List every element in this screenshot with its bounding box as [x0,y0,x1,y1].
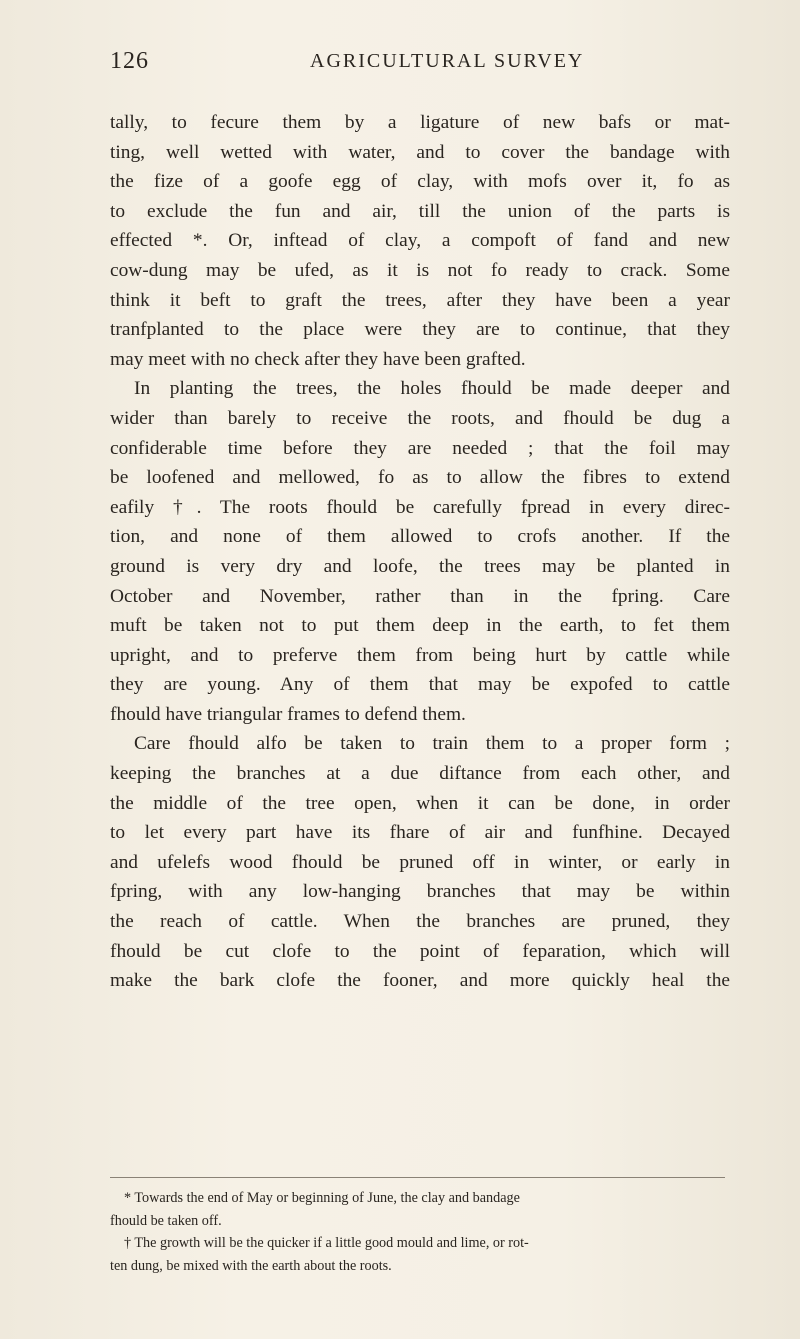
text-line: confiderable time before they are needed ; that the foil may [110,437,730,459]
footnote-line: fhould be taken off. [110,1212,222,1229]
text-line: be loofened and mellowed, fo as to allow the fibres to extend [110,467,730,489]
text-line: tion, and none of them allowed to crofs another. If the [110,526,730,548]
footnote-line: † The growth will be the quicker if a little good mould and lime, or rot- [124,1235,529,1251]
text-line: In planting the trees, the holes fhould be made deeper and [134,378,730,400]
text-line: tranfplanted to the place were they are to continue, that they [110,319,730,341]
footnote-line: * Towards the end of May or beginning of June, the clay and bandage [124,1190,520,1206]
text-line: tally, to fecure them by a ligature of new bafs or mat- [110,112,730,133]
text-line: eafily †. The roots fhould be carefully fpread in every direc- [110,496,730,518]
text-line: the reach of cattle. When the branches are pruned, they [110,911,730,933]
text-line: Care fhould alfo be taken to train them to a proper form ; [134,733,730,755]
text-line: October and November, rather than in the fpring. Care [110,585,730,607]
text-line: muft be taken not to put them deep in the earth, to fet them [110,615,730,637]
text-line: ground is very dry and loofe, the trees may be planted in [110,555,730,577]
text-line: fhould have triangular frames to defend them. [110,703,466,725]
text-line: ting, well wetted with water, and to cover the bandage with [110,141,730,163]
text-line: the middle of the tree open, when it can be done, in order [110,792,730,814]
text-line: to let every part have its fhare of air and funfhine. Decayed [110,822,730,844]
page-header [110,48,710,82]
main-text [110,108,730,996]
footnotes [110,1187,730,1277]
text-line: wider than barely to receive the roots, and fhould be dug a [110,407,730,429]
page-number: 126 [110,48,149,74]
text-line: to exclude the fun and air, till the union of the parts is [110,200,730,222]
text-line: think it beft to graft the trees, after they have been a year [110,289,730,311]
text-line: keeping the branches at a due diftance from each other, and [110,763,730,785]
text-line: fpring, with any low-hanging branches that may be within [110,881,730,903]
text-line: may meet with no check after they have been grafted. [110,348,526,370]
footnote-line: ten dung, be mixed with the earth about the roots. [110,1257,392,1274]
text-line: the fize of a goofe egg of clay, with mofs over it, fo as [110,171,730,193]
text-line: effected *. Or, inftead of clay, a compoft of fand and new [110,230,730,252]
running-head: AGRICULTURAL SURVEY [310,50,585,72]
text-line: and ufelefs wood fhould be pruned off in winter, or early in [110,851,730,873]
text-line: they are young. Any of them that may be expofed to cattle [110,674,730,696]
footnote-divider [110,1177,725,1178]
text-line: cow-dung may be ufed, as it is not fo ready to crack. Some [110,259,730,281]
text-line: upright, and to preferve them from being hurt by cattle while [110,644,730,666]
text-line: fhould be cut clofe to the point of feparation, which will [110,940,730,962]
text-line: make the bark clofe the fooner, and more quickly heal the [110,970,730,992]
